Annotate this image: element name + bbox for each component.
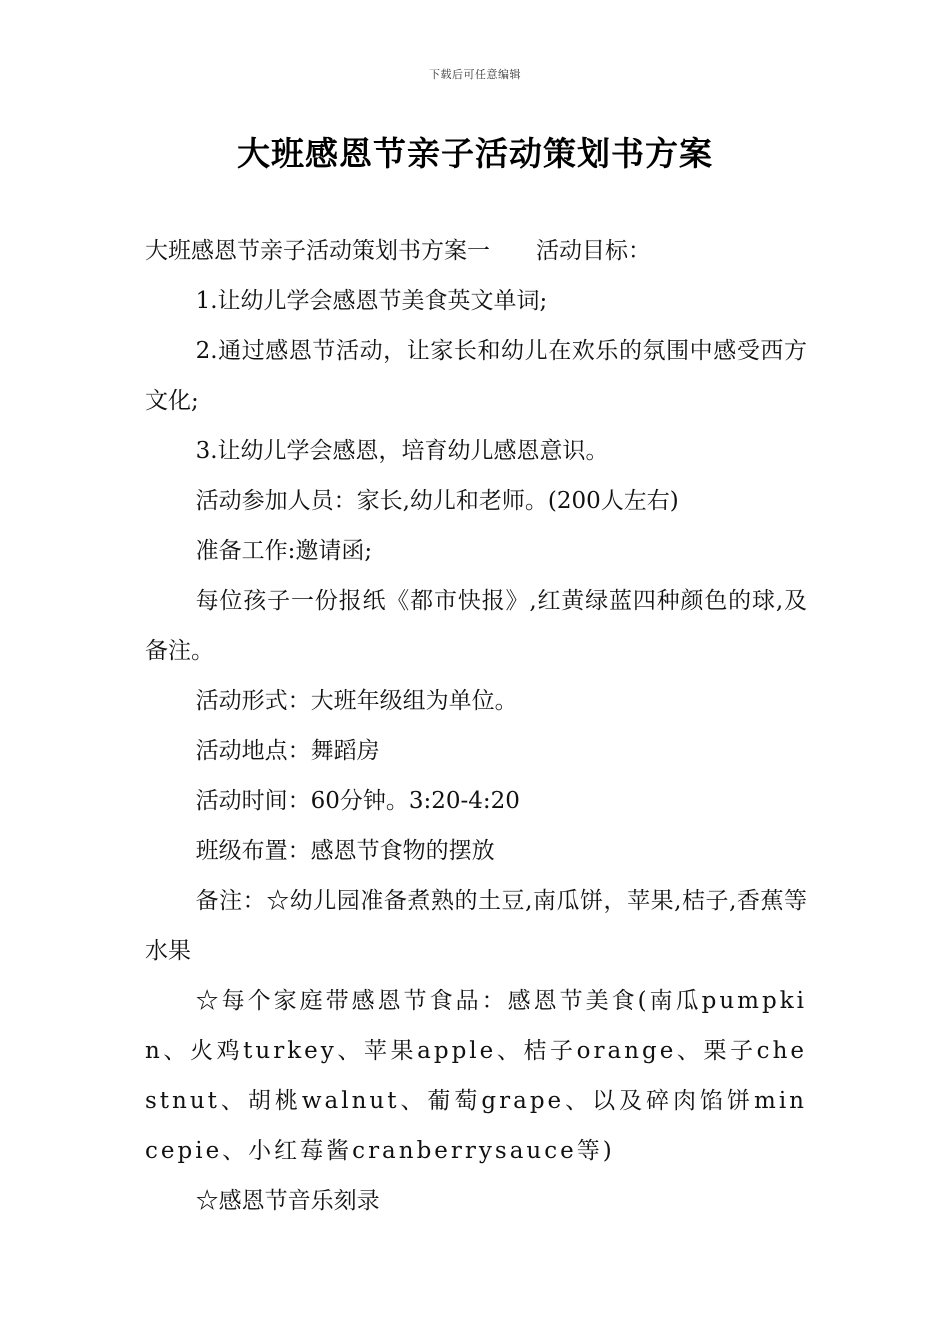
note-music: ☆感恩节音乐刻录 [195,1188,380,1214]
header-note: 下载后可任意编辑 [429,68,521,81]
document-title: 大班感恩节亲子活动策划书方案 [237,134,713,173]
note-family-food: ☆每个家庭带感恩节食品：感恩节美食(南瓜pumpkin、火鸡turkey、苹果apple、桔子orange、栗子chestnut、胡桃walnut、葡萄grape、以及碎肉馅饼mincepie、小红莓酱cranberrysauce等) [145,988,807,1164]
preparation: 准备工作:邀请函; [195,538,373,564]
activity-time: 活动时间：60分钟。3:20-4:20 [195,788,520,814]
note-kindergarten: 备注：☆幼儿园准备煮熟的土豆,南瓜饼，苹果,桔子,香蕉等水果 [145,888,807,964]
intro-line: 大班感恩节亲子活动策划书方案一 活动目标： [145,238,651,264]
activity-format: 活动形式：大班年级组为单位。 [195,688,518,714]
document-body [145,226,807,1226]
goal-3: 3.让幼儿学会感恩，培育幼儿感恩意识。 [195,438,609,464]
goal-2: 2.通过感恩节活动，让家长和幼儿在欢乐的氛围中感受西方文化; [145,338,807,414]
participants: 活动参加人员：家长,幼儿和老师。(200人左右) [195,488,679,514]
materials: 每位孩子一份报纸《都市快报》,红黄绿蓝四种颜色的球,及备注。 [145,588,807,664]
goal-1: 1.让幼儿学会感恩节美食英文单词; [195,288,548,314]
activity-location: 活动地点：舞蹈房 [195,738,380,764]
class-layout: 班级布置：感恩节食物的摆放 [195,838,495,864]
